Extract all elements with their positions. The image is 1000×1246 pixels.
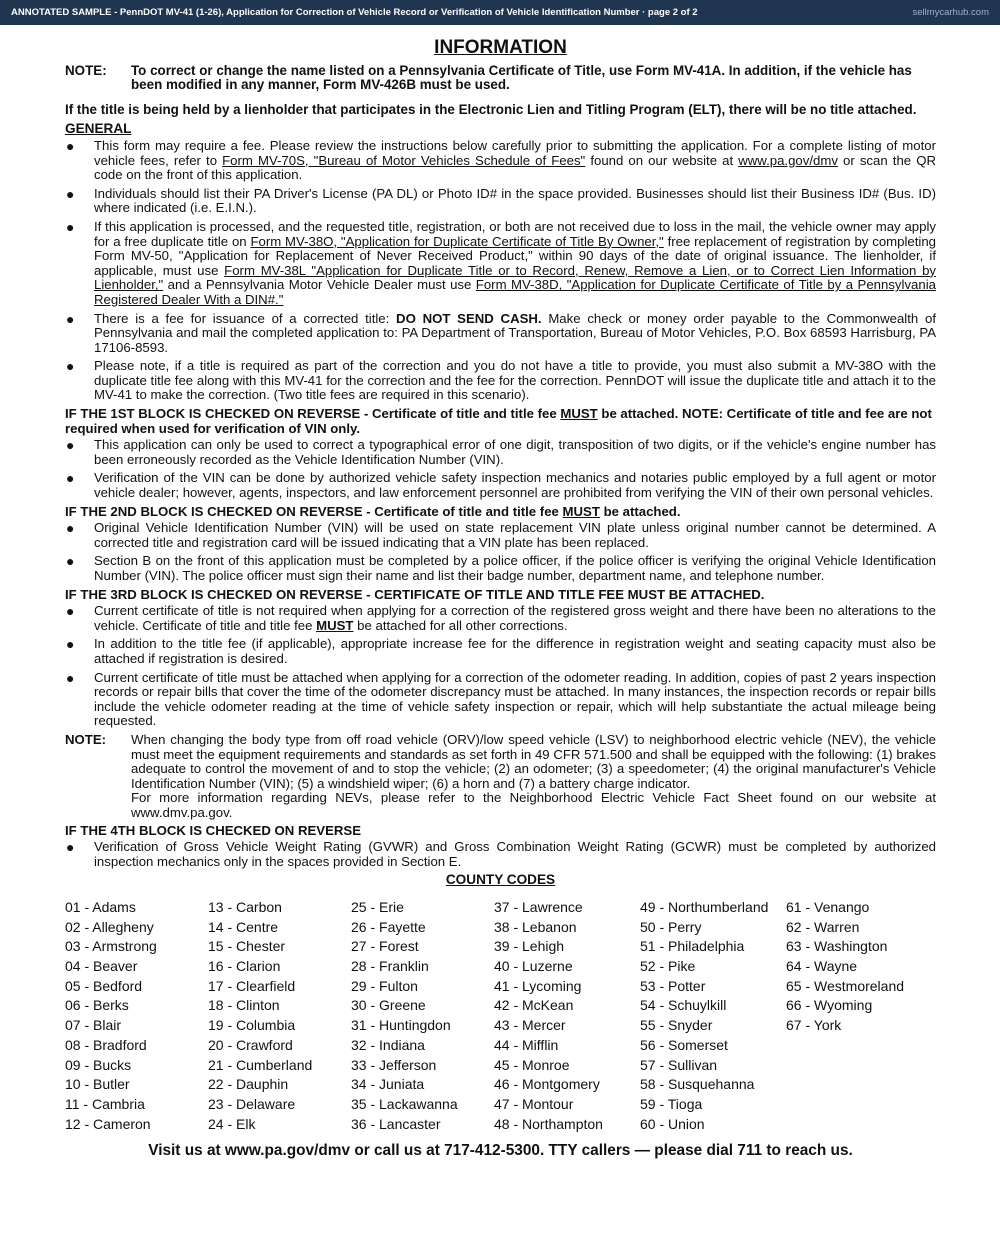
county-code-item: 61 - Venango bbox=[786, 898, 870, 915]
mv38d-link[interactable]: Form MV-38D, "Application for Duplicate Certificate of Title by a Pennsylvania Registered Dealer With a DIN#." bbox=[94, 277, 936, 307]
bullet-icon: ● bbox=[66, 218, 75, 235]
list-item bbox=[65, 438, 936, 467]
general-heading: GENERAL bbox=[65, 121, 132, 137]
county-code-item: 49 - Northumberland bbox=[640, 898, 769, 915]
block3-heading: IF THE 3RD BLOCK IS CHECKED ON REVERSE - CERTIFICATE OF TITLE AND TITLE FEE MUST BE ATTACHED. bbox=[65, 586, 765, 602]
list-item bbox=[65, 604, 936, 633]
block2-heading bbox=[65, 505, 936, 520]
county-code-item: 01 - Adams bbox=[65, 898, 136, 915]
bullet-icon: ● bbox=[66, 553, 75, 570]
county-code-item: 09 - Bucks bbox=[65, 1056, 132, 1073]
list-item bbox=[65, 312, 936, 356]
county-code-item: 31 - Huntingdon bbox=[351, 1017, 451, 1034]
must-emphasis: MUST bbox=[562, 503, 600, 519]
county-code-item: 48 - Northampton bbox=[494, 1115, 603, 1132]
block1-list bbox=[65, 438, 936, 500]
bullet-icon: ● bbox=[66, 520, 75, 537]
page-title: INFORMATION bbox=[434, 37, 567, 58]
text: be attached. NOTE: Certificate of title and fee are not required when used for verification of VIN only. bbox=[65, 406, 932, 436]
county-code-item: 07 - Blair bbox=[65, 1017, 122, 1034]
county-code-item: 51 - Philadelphia bbox=[640, 938, 745, 955]
text: IF THE 1ST BLOCK IS CHECKED ON REVERSE - Certificate of title and title fee bbox=[65, 406, 561, 422]
county-code-item: 56 - Somerset bbox=[640, 1036, 728, 1053]
must-emphasis: MUST bbox=[560, 406, 598, 422]
county-code-item: 24 - Elk bbox=[208, 1115, 256, 1132]
county-code-item: 30 - Greene bbox=[351, 997, 426, 1014]
text: Verification of the VIN can be done by authorized vehicle safety inspection mechanics and notaries public employed by a full agent or motor vehicle dealer; however, agents, inspectors, and law enforcement personnel are prohibited from verifying the VIN of their own personal vehicles. bbox=[94, 470, 936, 501]
note-text: To correct or change the name listed on a Pennsylvania Certificate of Title, use Form MV-41A. In addition, if the vehicle has been modified in any manner, Form MV-426B must be used. bbox=[131, 62, 912, 93]
bullet-icon: ● bbox=[66, 839, 75, 856]
text: and a Pennsylvania Motor Vehicle Dealer must use bbox=[163, 277, 476, 293]
list-item bbox=[65, 187, 936, 216]
county-code-item: 39 - Lehigh bbox=[494, 938, 565, 955]
county-code-item: 08 - Bradford bbox=[65, 1036, 147, 1053]
text: Current certificate of title is not required when applying for a correction of the registered gross weight and there have been no alterations to the vehicle. Certificate of title and title fee bbox=[94, 603, 936, 633]
bullet-icon: ● bbox=[66, 636, 75, 653]
county-code-item: 47 - Montour bbox=[494, 1095, 574, 1112]
county-code-item: 27 - Forest bbox=[351, 938, 419, 955]
text: Individuals should list their PA Driver's License (PA DL) or Photo ID# in the space provided. Businesses should list their Business ID# (Bus. ID) where indicated (i.e. E.I.N.). bbox=[94, 185, 936, 216]
county-code-item: 15 - Chester bbox=[208, 938, 286, 955]
county-code-item: 11 - Cambria bbox=[65, 1095, 145, 1112]
county-code-item: 04 - Beaver bbox=[65, 957, 138, 974]
county-code-item: 16 - Clarion bbox=[208, 957, 281, 974]
text: Make check or money order payable to the Commonwealth of Pennsylvania and mail the completed application to: PA Department of Transportation, Bureau of Motor Vehicles, P.O. Box 68593 Harrisburg, PA 17106-8593. bbox=[94, 310, 936, 355]
county-code-item: 19 - Columbia bbox=[208, 1017, 296, 1034]
county-column bbox=[640, 898, 786, 1134]
text: Section B on the front of this application must be completed by a police officer, if the police officer is verifying the original Vehicle Identification Number (VIN). The police officer must sign their name and list their badge number, department name, and telephone number. bbox=[94, 553, 936, 583]
block4-list bbox=[65, 840, 936, 869]
text: Please note, if a title is required as part of the correction and you do not have a title to provide, you must also submit a MV-38O with the duplicate title fee along with this MV-41 for the correction and the fee for the correction. PennDOT will issue the duplicate title and attach it to the MV-41 to make the correction. (Two title fees are required in this scenario). bbox=[94, 358, 936, 403]
county-code-item: 25 - Erie bbox=[351, 898, 404, 915]
list-item bbox=[65, 521, 936, 550]
county-code-item: 58 - Susquehanna bbox=[640, 1076, 755, 1093]
bullet-icon: ● bbox=[66, 310, 75, 327]
text: be attached. bbox=[599, 503, 681, 519]
county-column bbox=[208, 898, 351, 1134]
list-item bbox=[65, 840, 936, 869]
contact-footer: Visit us at www.pa.gov/dmv or call us at 717-412-5300. TTY callers — please dial 711 to reach us. bbox=[148, 1142, 853, 1160]
note-title-change bbox=[65, 64, 936, 93]
text: be attached for all other corrections. bbox=[353, 617, 568, 633]
county-code-item: 05 - Bedford bbox=[65, 977, 143, 994]
text: Original Vehicle Identification Number (VIN) will be used on state replacement VIN plate unless original number cannot be determined. A corrected title and registration card will be issued indicating that a VIN plate has been replaced. bbox=[94, 520, 936, 550]
county-code-item: 23 - Delaware bbox=[208, 1095, 296, 1112]
county-code-item: 62 - Warren bbox=[786, 918, 860, 935]
block3-list bbox=[65, 604, 936, 729]
county-code-item: 66 - Wyoming bbox=[786, 997, 873, 1014]
county-code-item: 32 - Indiana bbox=[351, 1036, 425, 1053]
bullet-icon: ● bbox=[66, 137, 75, 154]
bullet-icon: ● bbox=[66, 185, 75, 202]
county-code-item: 41 - Lycoming bbox=[494, 977, 582, 994]
county-code-item: 21 - Cumberland bbox=[208, 1056, 313, 1073]
top-banner bbox=[0, 0, 1000, 25]
document-page bbox=[0, 25, 1000, 1159]
block1-heading bbox=[65, 407, 936, 436]
county-code-item: 18 - Clinton bbox=[208, 997, 280, 1014]
list-item bbox=[65, 554, 936, 583]
county-code-item: 33 - Jefferson bbox=[351, 1056, 437, 1073]
county-column bbox=[351, 898, 494, 1134]
county-code-item: 06 - Berks bbox=[65, 997, 129, 1014]
county-code-item: 59 - Tioga bbox=[640, 1095, 703, 1112]
county-code-item: 45 - Monroe bbox=[494, 1056, 570, 1073]
text: In addition to the title fee (if applicable), appropriate increase fee for the difference in registration weight and seating capacity must also be attached if registration is desired. bbox=[94, 636, 936, 666]
text: Verification of Gross Vehicle Weight Rating (GVWR) and Gross Combination Weight Rating (GCWR) must be completed by authorized inspection mechanics only in the spaces provided in Section E. bbox=[94, 839, 936, 869]
county-code-item: 10 - Butler bbox=[65, 1076, 130, 1093]
nev-note bbox=[65, 733, 936, 821]
list-item bbox=[65, 671, 936, 729]
note-label: NOTE: bbox=[65, 62, 107, 78]
county-code-item: 65 - Westmoreland bbox=[786, 977, 905, 994]
county-code-item: 40 - Luzerne bbox=[494, 957, 573, 974]
nev-more-info: For more information regarding NEVs, please refer to the Neighborhood Electric Vehicle Fact Sheet found on our website at www.dmv.pa.gov. bbox=[131, 790, 936, 820]
county-column bbox=[786, 898, 906, 1134]
text: IF THE 2ND BLOCK IS CHECKED ON REVERSE - Certificate of title and title fee bbox=[65, 503, 563, 519]
bullet-icon: ● bbox=[66, 603, 75, 620]
county-code-item: 14 - Centre bbox=[208, 918, 279, 935]
county-code-item: 13 - Carbon bbox=[208, 898, 282, 915]
county-code-item: 55 - Snyder bbox=[640, 1017, 713, 1034]
bullet-icon: ● bbox=[66, 669, 75, 686]
county-code-item: 35 - Lackawanna bbox=[351, 1095, 458, 1112]
county-code-item: 52 - Pike bbox=[640, 957, 696, 974]
county-column bbox=[494, 898, 640, 1134]
general-list bbox=[65, 139, 936, 403]
block4-heading: IF THE 4TH BLOCK IS CHECKED ON REVERSE bbox=[65, 822, 362, 838]
text: Current certificate of title must be attached when applying for a correction of the odometer reading. In addition, copies of past 2 years inspection records or repair bills that cover the time of the odometer discrepancy must be attached. In many instances, the inspection records or repair bills include the vehicle odometer reading at the time of vehicle safety inspection or repair, which will help substantiate the actual mileage being requested. bbox=[94, 669, 936, 729]
county-code-item: 02 - Allegheny bbox=[65, 918, 154, 935]
bullet-icon: ● bbox=[66, 358, 75, 375]
block2-list bbox=[65, 521, 936, 583]
county-code-item: 17 - Clearfield bbox=[208, 977, 296, 994]
text: If this application is processed, and the requested title, registration, or both are not received due to loss in the mail, the vehicle owner may apply for a free duplicate title on bbox=[94, 218, 936, 249]
county-code-item: 03 - Armstrong bbox=[65, 938, 157, 955]
site-link[interactable]: sellmycarhub.com bbox=[912, 7, 989, 18]
county-code-item: 44 - Mifflin bbox=[494, 1036, 559, 1053]
county-code-item: 28 - Franklin bbox=[351, 957, 429, 974]
list-item bbox=[65, 139, 936, 183]
county-code-item: 20 - Crawford bbox=[208, 1036, 293, 1053]
text: found on our website at bbox=[585, 152, 739, 168]
elt-paragraph: If the title is being held by a lienholder that participates in the Electronic Lien and Titling Program (ELT), there will be no title attached. bbox=[65, 101, 917, 117]
county-code-item: 12 - Cameron bbox=[65, 1115, 151, 1132]
text: or scan the QR code on the front of this application. bbox=[94, 152, 936, 183]
mv38l-link[interactable]: Form MV-38L "Application for Duplicate Title or to Record, Renew, Remove a Lien, or to Correct Lien Information by Lienholder," bbox=[94, 262, 936, 293]
county-code-item: 46 - Montgomery bbox=[494, 1076, 600, 1093]
county-code-item: 29 - Fulton bbox=[351, 977, 418, 994]
county-code-item: 64 - Wayne bbox=[786, 957, 858, 974]
county-codes-heading: COUNTY CODES bbox=[445, 872, 556, 888]
county-code-item: 36 - Lancaster bbox=[351, 1115, 441, 1132]
county-code-item: 43 - Mercer bbox=[494, 1017, 566, 1034]
county-code-item: 63 - Washington bbox=[786, 938, 888, 955]
bullet-icon: ● bbox=[66, 470, 75, 487]
text: There is a fee for issuance of a corrected title: bbox=[94, 310, 397, 326]
list-item bbox=[65, 471, 936, 500]
county-code-item: 53 - Potter bbox=[640, 977, 706, 994]
county-code-item: 42 - McKean bbox=[494, 997, 574, 1014]
banner-title: ANNOTATED SAMPLE - PennDOT MV-41 (1-26), Application for Correction of Vehicle Record or Verification of Vehicle Identification Number · page 2 of 2 bbox=[11, 7, 698, 18]
list-item bbox=[65, 637, 936, 666]
mv70s-link[interactable]: Form MV-70S, "Bureau of Motor Vehicles Schedule of Fees" bbox=[222, 152, 586, 168]
text: free replacement of registration by completing Form MV-50, "Application for Replacement of Never Received Product," within 90 days of the date of original issuance. The lienholder, if applicable, must use bbox=[94, 233, 936, 278]
county-code-item: 60 - Union bbox=[640, 1115, 705, 1132]
county-code-item: 37 - Lawrence bbox=[494, 898, 583, 915]
list-item bbox=[65, 220, 936, 308]
county-codes-table bbox=[65, 898, 936, 1134]
website-link[interactable]: www.pa.gov/dmv bbox=[738, 152, 838, 168]
nev-requirements: When changing the body type from off road vehicle (ORV)/low speed vehicle (LSV) to neighborhood electric vehicle (NEV), the vehicle must meet the equipment requirements and standards as set forth in 49 CFR 571.500 and shall be equipped with the following: (1) brakes adequate to control the movement of and to stop the vehicle; (2) an odometer; (3) a speedometer; (4) the original manufacturer's Vehicle Identification Number (VIN); (5) a windshield wiper; (6) a horn and (7) a battery charge indicator. bbox=[131, 731, 936, 791]
must-emphasis: MUST bbox=[316, 617, 354, 633]
county-code-item: 50 - Perry bbox=[640, 918, 702, 935]
list-item bbox=[65, 359, 936, 403]
no-cash-warning: DO NOT SEND CASH. bbox=[396, 310, 542, 326]
text: This application can only be used to correct a typographical error of one digit, transposition of two digits, or if the vehicle's engine number has been erroneously recorded as the Vehicle Identification Number (VIN). bbox=[94, 437, 936, 467]
county-code-item: 26 - Fayette bbox=[351, 918, 426, 935]
bullet-icon: ● bbox=[66, 437, 75, 454]
mv38o-link[interactable]: Form MV-38O, "Application for Duplicate Certificate of Title By Owner," bbox=[250, 233, 664, 249]
county-code-item: 67 - York bbox=[786, 1017, 842, 1034]
text: This form may require a fee. Please review the instructions below carefully prior to submitting the application. For a complete listing of motor vehicle fees, refer to bbox=[94, 137, 936, 168]
county-code-item: 22 - Dauphin bbox=[208, 1076, 289, 1093]
county-code-item: 34 - Juniata bbox=[351, 1076, 425, 1093]
county-code-item: 57 - Sullivan bbox=[640, 1056, 718, 1073]
county-column bbox=[65, 898, 208, 1134]
county-code-item: 54 - Schuylkill bbox=[640, 997, 727, 1014]
county-code-item: 38 - Lebanon bbox=[494, 918, 577, 935]
note-label: NOTE: bbox=[65, 731, 107, 747]
